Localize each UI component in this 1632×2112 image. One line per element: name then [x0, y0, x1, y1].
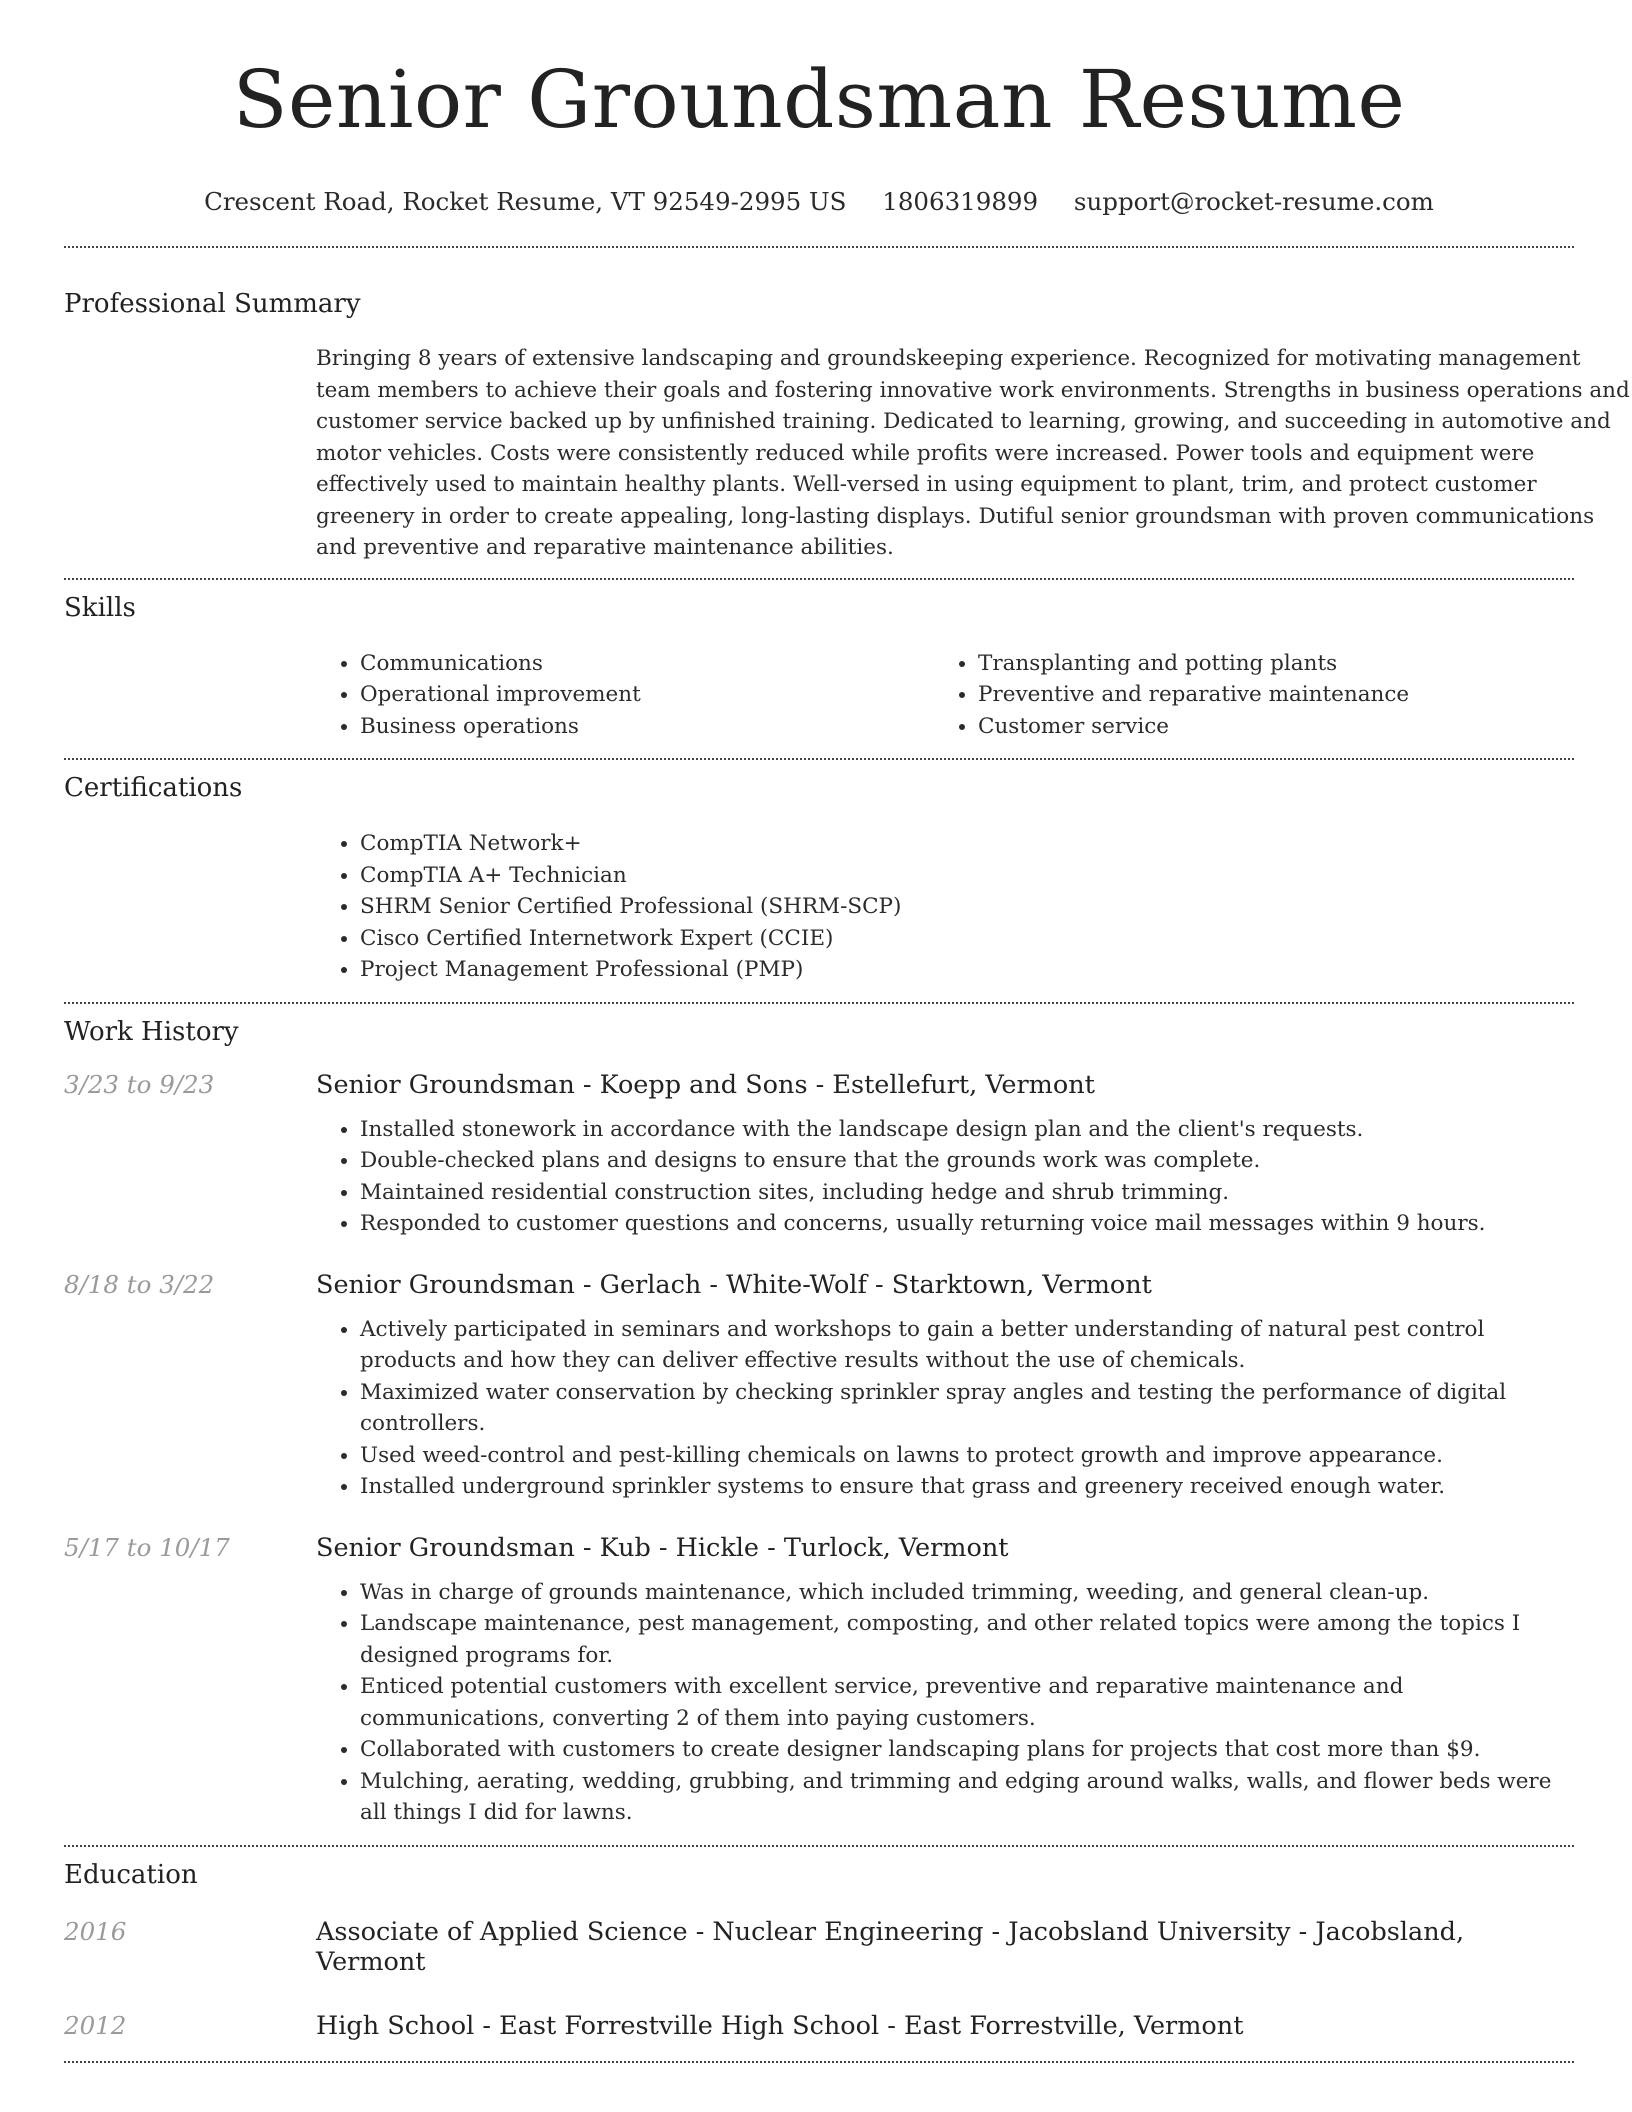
job-title: Senior Groundsman - Gerlach - White-Wolf - Starktown, Vermont	[316, 1269, 1152, 1300]
skill-item: • Business operations	[360, 711, 934, 743]
job-bullet: • Enticed potential customers with excellent service, preventive and reparative maintenance and communications, converting 2 of them into paying customers.	[360, 1671, 1574, 1734]
job-bullet: • Installed underground sprinkler systems to ensure that grass and greenery received enough water.	[360, 1471, 1574, 1503]
job-bullets	[316, 1314, 1574, 1503]
certification-item: • Cisco Certified Internetwork Expert (CCIE)	[360, 923, 1574, 955]
skills-column-right	[934, 648, 1554, 743]
skill-item: • Operational improvement	[360, 679, 934, 711]
job-bullet: • Actively participated in seminars and workshops to gain a better understanding of natural pest control products and how they can deliver effective results without the use of chemicals.	[360, 1314, 1574, 1377]
job-bullet: • Collaborated with customers to create designer landscaping plans for projects that cost more than $9.	[360, 1734, 1574, 1766]
skills-column-left	[316, 648, 934, 743]
divider	[64, 758, 1574, 760]
job-date: 5/17 to 10/17	[64, 1532, 230, 1562]
job-entry	[64, 1070, 1574, 1240]
certification-item: • CompTIA A+ Technician	[360, 860, 1574, 892]
phone: 1806319899	[882, 187, 1039, 216]
certifications-list	[316, 828, 1574, 986]
education-year: 2012	[64, 2010, 127, 2040]
job-bullet: • Mulching, aerating, wedding, grubbing, and trimming and edging around walks, walls, and flower beds were all things I did for lawns.	[360, 1766, 1574, 1829]
skill-item: • Customer service	[978, 711, 1554, 743]
summary-text: Bringing 8 years of extensive landscaping and groundskeeping experience. Recognized for motivating management team members to achieve their goals and fostering innovative work environments. Strengths in business operations and customer service backed up by unfinished training. Dedicated to learning, growing, and succeeding in automotive and motor vehicles. Costs were consistently reduced while profits were increased. Power tools and equipment were effectively used to maintain healthy plants. Well-versed in using equipment to plant, trim, and protect customer greenery in order to create appealing, long-lasting displays. Dutiful senior groundsman with proven communications and preventive and reparative maintenance abilities.	[316, 346, 1630, 560]
job-date: 8/18 to 3/22	[64, 1269, 215, 1299]
skills-section	[64, 592, 1574, 743]
skills-list	[316, 648, 1574, 743]
certifications-heading: Certifications	[64, 773, 243, 803]
divider	[64, 2061, 1574, 2063]
job-title: Senior Groundsman - Koepp and Sons - Estellefurt, Vermont	[316, 1069, 1095, 1100]
education-entry	[64, 1917, 1574, 1977]
resume-page	[64, 0, 1630, 2063]
skill-item: • Transplanting and potting plants	[978, 648, 1554, 680]
job-bullet: • Maximized water conservation by checking sprinkler spray angles and testing the performance of digital controllers.	[360, 1377, 1574, 1440]
job-bullet: • Used weed-control and pest-killing chemicals on lawns to protect growth and improve appearance.	[360, 1440, 1574, 1472]
work-history-section	[64, 1016, 1574, 1829]
email: support@rocket-resume.com	[1073, 187, 1434, 216]
divider	[64, 578, 1574, 580]
contact-line	[64, 182, 1574, 222]
job-bullet: • Was in charge of grounds maintenance, which included trimming, weeding, and general clean-up.	[360, 1577, 1574, 1609]
education-year: 2016	[64, 1916, 127, 1946]
skills-heading: Skills	[64, 592, 136, 623]
education-entry	[64, 2011, 1574, 2041]
education-section	[64, 1859, 1574, 2041]
job-header	[64, 1270, 1574, 1300]
divider	[64, 1002, 1574, 1004]
skill-item: • Communications	[360, 648, 934, 680]
job-bullet: • Installed stonework in accordance with the landscape design plan and the client's requests.	[360, 1114, 1574, 1146]
job-header	[64, 1070, 1574, 1100]
summary-section	[64, 288, 1630, 564]
summary-heading: Professional Summary	[64, 289, 361, 319]
skill-item: • Preventive and reparative maintenance	[978, 679, 1554, 711]
job-bullet: • Responded to customer questions and concerns, usually returning voice mail messages within 9 hours.	[360, 1208, 1574, 1240]
job-bullets	[316, 1577, 1574, 1829]
certification-item: • SHRM Senior Certified Professional (SHRM-SCP)	[360, 891, 1574, 923]
certification-item: • CompTIA Network+	[360, 828, 1574, 860]
job-bullet: • Maintained residential construction sites, including hedge and shrub trimming.	[360, 1177, 1574, 1209]
job-date: 3/23 to 9/23	[64, 1069, 215, 1099]
job-bullet: • Landscape maintenance, pest management, composting, and other related topics were among the topics I designed programs for.	[360, 1608, 1574, 1671]
page-title: Senior Groundsman Resume	[232, 53, 1406, 146]
education-title: Associate of Applied Science - Nuclear Engineering - Jacobsland University - Jacobsland, Vermont	[316, 1916, 1465, 1977]
divider	[64, 1845, 1574, 1847]
divider	[64, 246, 1574, 248]
job-entry	[64, 1533, 1574, 1829]
education-title: High School - East Forrestville High School - East Forrestville, Vermont	[316, 2010, 1244, 2041]
job-title: Senior Groundsman - Kub - Hickle - Turlock, Vermont	[316, 1532, 1009, 1563]
certifications-section	[64, 772, 1574, 986]
education-heading: Education	[64, 1859, 198, 1890]
job-entry	[64, 1270, 1574, 1503]
work-history-heading: Work History	[64, 1016, 239, 1047]
job-bullet: • Double-checked plans and designs to ensure that the grounds work was complete.	[360, 1145, 1574, 1177]
address: Crescent Road, Rocket Resume, VT 92549-2995 US	[204, 187, 847, 216]
certification-item: • Project Management Professional (PMP)	[360, 954, 1574, 986]
job-header	[64, 1533, 1574, 1563]
job-bullets	[316, 1114, 1574, 1240]
